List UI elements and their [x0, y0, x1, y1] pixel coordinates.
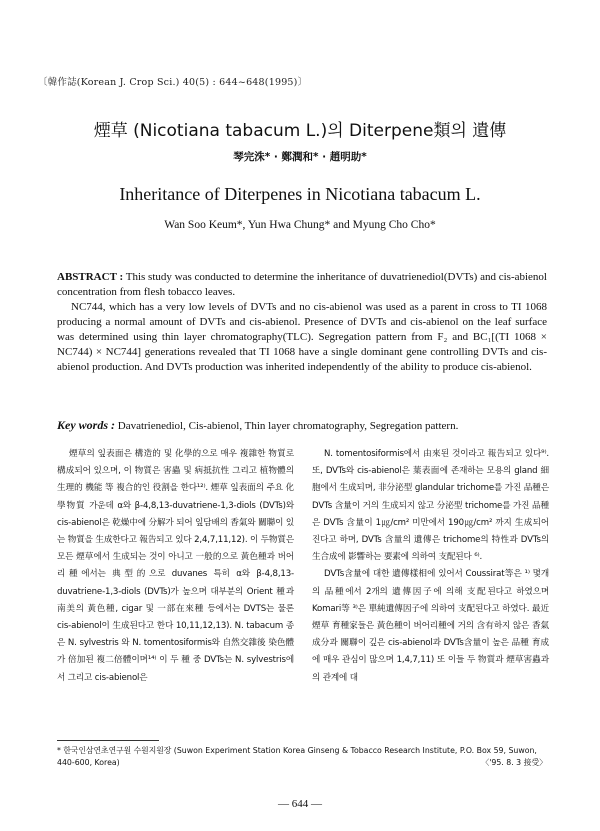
- korean-authors: 琴完洙* · 鄭潤和* · 趙明助*: [233, 151, 367, 163]
- footnote-divider: [57, 740, 159, 741]
- body-right-paragraph-1: N. tomentosiformis에서 由來된 것이라고 報告되고 있다⁹⁾. 또, DVTs와 cis-abienol은 葉表面에 존재하는 모용의 gland 細胞에서 生成되며, 非分泌型 glandular trichome를 가진 品種은 DVTs 含量이 거의 生成되지 않고 分泌型 trichome를 가진 品種은 DVTs 含量이 1㎍/cm² 미만에서 190㎍/cm² 까지 生成되어 진다고 하며, DVTs 含量의 遺傳은 trichome의 特性과 DVTs의 生合成에 影響하는 要素에 의하여 支配된다 ⁶⁾.: [312, 449, 549, 563]
- abstract-paragraph-1: [57, 270, 547, 300]
- keywords-label: Key words :: [57, 418, 115, 432]
- korean-title: 煙草 (Nicotiana tabacum L.)의 Diterpene類의 遺傳: [93, 121, 507, 141]
- footnote: [57, 745, 547, 769]
- received-date: 〈'95. 8. 3 接受〉: [481, 758, 547, 767]
- abstract-label: ABSTRACT :: [57, 271, 124, 283]
- footnote-affiliation: * 한국인삼연초연구원 수원지원장 (Suwon Experiment Station Korea Ginseng & Tobacco Research Institute, P.O. Box 59, Suwon, 440-600, Korea): [57, 746, 537, 767]
- keywords: [57, 418, 547, 433]
- body-right-paragraph-2: DVTs含量에 대한 遺傳樣相에 있어서 Coussirat等은 ¹⁾ 몇개의 品種에서 2개의 遺傳因子에 의해 支配된다고 하였으며 Komari等 ³⁾은 單純遺傳因子에 의하여 支配된다고 하였다. 最近 煙草 育種家들은 黃色種이 버어리種에 거의 含有하지 않은 香氣成分과 關聯이 깊은 cis-abienol과 DVTs含量이 높은 品種 育成에 매우 관심이 많으며 1,4,7,11) 또 이들 두 物質과 煙草害蟲과의 관계에 대: [312, 569, 549, 683]
- page-number: — 644 —: [278, 798, 322, 810]
- abstract: [57, 270, 547, 375]
- body-left-column: [57, 446, 294, 687]
- body-left-paragraph: 煙草의 잎表面은 構造的 및 化學的으로 매우 複雜한 物質로 構成되어 있으며, 이 物質은 害蟲 및 病抵抗性 그리고 植物體의 生理的 機能 等 複合的인 役割을 한다¹²⁾. 煙草 잎表面의 주요 化學物質 가운데 α와 β-4,8,13-duvatriene-1,3-diols (DVTs)와 cis-abienol은 乾燥中에 分解가 되어 잎담배의 香氣와 關聯이 있는 物質을 生成한다고 報告되고 있다 2,4,7,11,12). 이 두物質은 모든 煙草에서 生成되는 것이 아니고 一般的으로 黃色種과 버어리種에서는 典型的으로 duvanes 특히 α와 β-4,8,13-duvatriene-1,3-diols (DVTs)가 높으며 대부분의 Orient 種과 南美의 黃色種, cigar 및 一部在來種 등에서는 DVTS는 물론 cis-abienol이 生成된다고 한다 10,11,12,13). N. tabacum 종은 N. sylvestris 와 N. tomentosiformis와 自然交雜後 染色體가 倍加된 複二倍體이며¹⁴⁾ 이 두 種 중 DVTs는 N. sylvestris에서 그리고 cis-abienol은: [57, 449, 294, 683]
- body-right-column: [312, 446, 549, 687]
- keywords-text: Davatrienediol, Cis-abienol, Thin layer chromatography, Segregation pattern.: [117, 420, 459, 432]
- english-authors: Wan Soo Keum*, Yun Hwa Chung* and Myung Cho Cho*: [164, 219, 436, 231]
- english-title: Inheritance of Diterpenes in Nicotiana tabacum L.: [119, 184, 481, 204]
- journal-reference: 〔韓作誌(Korean J. Crop Sci.) 40(5) : 644~648(1995)〕: [38, 77, 308, 88]
- abstract-text-1: This study was conducted to determine the inheritance of duvatrienediol(DVTs) and cis-abienol concentration from flesh tobacco leaves.: [57, 271, 547, 298]
- abstract-paragraph-2: NC744, which has a very low levels of DVTs and no cis-abienol was used as a parent in cross to TI 1068 producing a normal amount of DVTs and cis-abienol. Presence of DVTs and cis-abienol on the leaf surface was determined using thin layer chromatography(TLC). Segregation pattern from F₂ and BC₁[(TI 1068 × NC744) × NC744] generations revealed that TI 1068 have a single dominant gene controlling DVTs and cis-abienol production. And DVTs production was inherited independently of the ability to produce cis-abienol.: [57, 301, 547, 373]
